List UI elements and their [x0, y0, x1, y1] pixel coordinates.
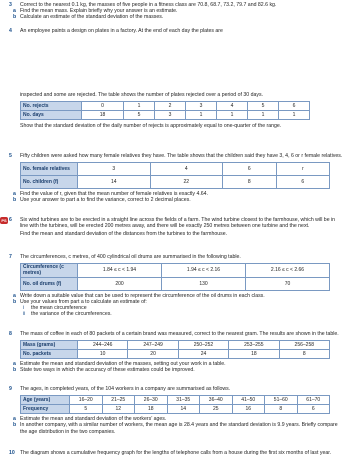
problem-solving-badge: PS	[1, 218, 7, 223]
question-number: 7	[9, 254, 12, 260]
table-cell: 14	[167, 405, 200, 414]
table-cell: 18	[82, 111, 124, 120]
table-cell: 130	[162, 277, 246, 290]
table-cell: 8	[223, 176, 276, 189]
table-cell: 51–60	[265, 396, 298, 405]
table-cell: r	[276, 163, 329, 176]
question-text: Six wind turbines are to be erected in a straight line across the fields of a farm. The wind turbine closest to the farmhouse, which will be in line with the turbines, will be erected 200 metres away, and there will be exactly 250 metres between one turbine and the next.	[20, 217, 336, 230]
table-cell: 61–70	[297, 396, 330, 405]
table-cell: 8	[279, 350, 329, 359]
table-cell: 3	[78, 163, 151, 176]
table-cell: 25	[200, 405, 233, 414]
part-b: b Use your values from part a to calculate an estimate of:	[20, 299, 343, 305]
question-text: Find the mean and standard deviation of the distances from the turbines to the farmhouse.	[20, 231, 228, 238]
table-cell: 16–20	[70, 396, 103, 405]
table-cell: 6	[276, 176, 329, 189]
part-b-i-text: the mean circumference	[31, 305, 87, 312]
part-a: a Write down a suitable value that can be used to represent the circumference of the oil drums in each class.	[20, 293, 343, 299]
coffee-mass-table	[20, 340, 330, 359]
table-cell: 4	[150, 163, 223, 176]
question-5	[9, 153, 343, 204]
part-b-text: Use your answer to part a to find the variance, correct to 2 decimal places.	[20, 197, 191, 204]
table-cell: 4	[217, 102, 248, 111]
table-cell: 70	[246, 277, 330, 290]
table-cell: 10	[78, 350, 128, 359]
table-cell: 3	[155, 111, 186, 120]
table-cell: 2	[155, 102, 186, 111]
part-b-i: i the mean circumference	[31, 305, 343, 311]
part-a: a Find the value of r, given that the mean number of female relatives is exactly 4.64.	[20, 191, 343, 197]
table-cell: 12	[102, 405, 135, 414]
question-number: 5	[9, 153, 12, 159]
table-cell: 1	[217, 111, 248, 120]
table-header: No. children (f)	[21, 176, 78, 189]
table-cell: 247–249	[128, 341, 178, 350]
question-text: The mass of coffee in each of 80 packets of a certain brand was measured, correct to the nearest gram. The results are shown in the table.	[20, 331, 339, 337]
part-b: b Use your answer to part a to find the variance, correct to 2 decimal places.	[20, 197, 343, 203]
table-cell: 18	[229, 350, 279, 359]
question-text: Fifty children were asked how many female relatives they have. The table shows that the children said they have 3, 4, 6 or r female relatives.	[20, 153, 343, 159]
table-cell: 1	[248, 111, 279, 120]
table-cell: 16	[232, 405, 265, 414]
question-9	[9, 386, 343, 435]
table-cell: 36–40	[200, 396, 233, 405]
table-cell: 256–258	[279, 341, 329, 350]
question-text: Correct to the nearest 0.1 kg, the masses of five people in a fitness class are 70.8, 68.7, 73.2, 79.7 and 82.6 kg.	[20, 2, 277, 8]
question-4	[9, 28, 343, 34]
question-number: 4	[9, 28, 12, 34]
part-a-text: Estimate the mean and standard deviation of the workers’ ages.	[20, 416, 167, 423]
table-header: No. rejects	[21, 102, 82, 111]
table-cell: 21–25	[102, 396, 135, 405]
question-3	[9, 2, 343, 21]
table-cell: 5	[70, 405, 103, 414]
question-10	[9, 450, 343, 456]
part-b: b In another company, with a similar number of workers, the mean age is 28.4 years and the standard deviation is 9.9 years. Briefly compare the age distribution in the two companies.	[20, 422, 343, 434]
table-cell: 253–255	[229, 341, 279, 350]
table-header: Frequency	[21, 405, 70, 414]
table-cell: 5	[124, 111, 155, 120]
part-a-text: Write down a suitable value that can be used to represent the circumference of the oil drums in each class.	[20, 292, 265, 299]
table-cell: 6	[223, 163, 276, 176]
ages-table	[20, 395, 330, 414]
relatives-table	[20, 162, 330, 189]
table-header: No. packets	[21, 350, 78, 359]
part-b-text: State two ways in which the accuracy of these estimates could be improved.	[20, 367, 195, 374]
table-cell: 14	[78, 176, 151, 189]
table-cell: 200	[78, 277, 162, 290]
table-cell: 3	[186, 102, 217, 111]
question-6	[1, 217, 343, 238]
question-text: An employee paints a design on plates in a factory. At the end of each day the plates are	[20, 28, 223, 34]
table-cell: 41–50	[232, 396, 265, 405]
table-cell: 24	[178, 350, 228, 359]
table-cell: 244–246	[78, 341, 128, 350]
question-number: 8	[9, 331, 12, 337]
table-cell: 18	[135, 405, 168, 414]
question-4-continued	[9, 92, 343, 129]
rejects-table	[20, 101, 310, 120]
part-b-ii: ii the variance of the circumferences.	[31, 311, 343, 317]
table-cell: 1.84 ≤ c < 1.94	[78, 264, 162, 277]
table-cell: 1	[124, 102, 155, 111]
part-a: a Estimate the mean and standard deviation of the masses, setting out your work in a table.	[20, 361, 343, 367]
table-cell: 250–252	[178, 341, 228, 350]
part-b: b State two ways in which the accuracy of these estimates could be improved.	[20, 367, 343, 373]
question-number: 10	[9, 450, 15, 456]
part-a: a Estimate the mean and standard deviation of the workers’ ages.	[20, 416, 343, 422]
part-b-ii-text: the variance of the circumferences.	[31, 311, 112, 318]
table-cell: 8	[265, 405, 298, 414]
part-b-text: Calculate an estimate of the standard deviation of the masses.	[20, 14, 164, 21]
question-number: 3	[9, 2, 12, 8]
table-cell: 6	[278, 102, 309, 111]
part-a-text: Estimate the mean and standard deviation of the masses, setting out your work in a table.	[20, 361, 226, 368]
table-cell: 20	[128, 350, 178, 359]
table-header: No. days	[21, 111, 82, 120]
table-cell: 26–30	[135, 396, 168, 405]
part-b-text: Use your values from part a to calculate an estimate of:	[20, 298, 147, 305]
table-cell: 5	[248, 102, 279, 111]
question-text: Show that the standard deviation of the daily number of rejects is approximately equal to one-quarter of the range.	[20, 123, 282, 130]
question-8	[9, 331, 343, 374]
oil-drums-table	[20, 263, 330, 290]
part-a-text: Find the mean mass. Explain briefly why your answer is an estimate.	[20, 8, 178, 15]
question-7	[9, 254, 343, 317]
table-header: Circumference (c metres)	[21, 264, 78, 277]
question-number: 9	[9, 386, 12, 392]
table-cell: 1	[186, 111, 217, 120]
question-text: The circumferences, c metres, of 400 cylindrical oil drums are summarised in the following table.	[20, 254, 241, 260]
question-text: inspected and some are rejected. The table shows the number of plates rejected over a period of 30 days.	[20, 92, 263, 98]
table-header: Age (years)	[21, 396, 70, 405]
table-cell: 1	[278, 111, 309, 120]
table-cell: 2.16 ≤ c < 2.66	[246, 264, 330, 277]
part-b: b Calculate an estimate of the standard deviation of the masses.	[20, 14, 343, 20]
table-cell: 0	[82, 102, 124, 111]
question-text: The diagram shows a cumulative frequency graph for the lengths of telephone calls from a house during the first six months of last year.	[20, 450, 332, 456]
table-cell: 22	[150, 176, 223, 189]
table-cell: 31–35	[167, 396, 200, 405]
question-number: 6	[9, 217, 12, 223]
part-b-text: In another company, with a similar number of workers, the mean age is 28.4 years and the standard deviation is 9.9 years. Briefly compare the age distribution in the two companies.	[20, 422, 338, 435]
part-a: a Find the mean mass. Explain briefly why your answer is an estimate.	[20, 8, 343, 14]
part-a-text: Find the value of r, given that the mean number of female relatives is exactly 4.64.	[20, 191, 209, 198]
table-header: No. oil drums (f)	[21, 277, 78, 290]
question-text: The ages, in completed years, of the 104 workers in a company are summarised as follows.	[20, 386, 231, 392]
table-header: No. female relatives	[21, 163, 78, 176]
table-cell: 1.94 ≤ c < 2.16	[162, 264, 246, 277]
table-header: Mass (grams)	[21, 341, 78, 350]
table-cell: 6	[297, 405, 330, 414]
